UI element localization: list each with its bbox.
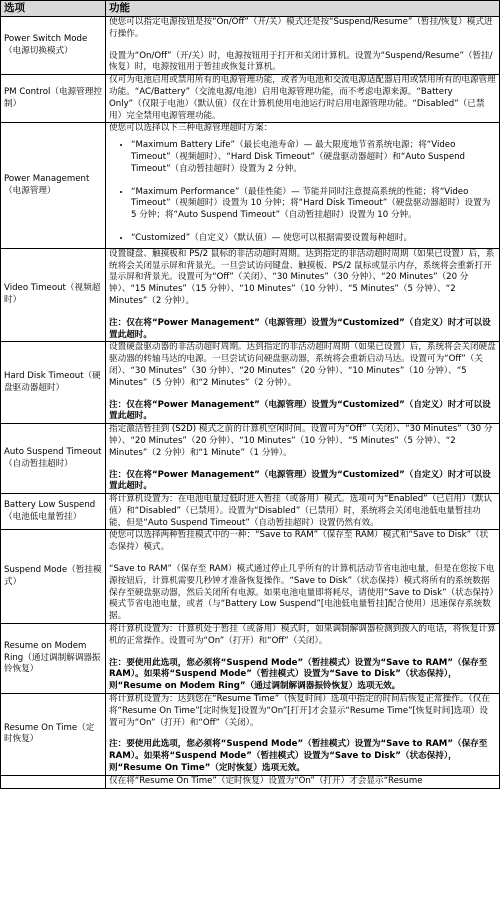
- note-text: 注：仅在将“Power Management”（电源管理）设置为“Customized”（自定义）时才可以设置此超时。: [109, 469, 491, 492]
- option-name: [1, 775, 106, 788]
- note-text: 注：仅在将“Power Management”（电源管理）设置为“Customized”（自定义）时才可以设置此超时。: [109, 399, 491, 422]
- column-header-option: 选项: [1, 1, 106, 17]
- table-row: [1, 248, 500, 342]
- table-row: [1, 123, 500, 248]
- option-description: [106, 75, 500, 123]
- list-item: • “Maximum Battery Life”（最长电池寿命）— 最大限度地节省系统电源；将“Video Timeout”（视频超时）、“Hard Disk Timeout”（硬盘驱动器超时）和“Auto Suspend Timeout”（自动暂挂超时）设置为 2 分钟。: [131, 140, 496, 175]
- note-text: 注：要使用此选项，您必须将“Suspend Mode”（暂挂模式）设置为“Save to RAM”（保存至 RAM）。如果将“Suspend Mode”（暂挂模式）设置为“Save to Disk”（状态保持），则“Resume on Modem Ring”（通过调制解调器振铃恢复）选项无效。: [109, 657, 488, 692]
- option-name: Hard Disk Timeout（硬盘驱动器超时）: [1, 342, 106, 424]
- option-name: PM Control（电源管理控制）: [1, 75, 106, 123]
- table-row: [1, 775, 500, 788]
- list-item: • “Maximum Performance”（最佳性能）— 节能并同时注意提高系统的性能；将“Video Timeout”（视频超时）设置为 10 分钟；将“Hard Disk Timeout”（硬盘驱动器超时）设置为 5 分钟；将“Auto Suspend Timeout”（自动暂挂超时）设置为 10 分钟。: [131, 187, 496, 222]
- table-row: [1, 494, 500, 530]
- option-description: [106, 248, 500, 342]
- option-description: [106, 694, 500, 776]
- option-description: [106, 123, 500, 248]
- description-paragraph: 仅可为电池启用或禁用所有的电源管理功能，或者为电池和交流电源适配器启用或禁用所有的电源管理功能。“AC/Battery”（交流电源/电池）启用电源管理功能，而不考虑电源来源。“Battery Only”（仅限于电池）（默认值）仅在计算机使用电池运行时启用电源管理功能。“Disabled”（已禁用）完全禁用电源管理功能。: [109, 75, 496, 121]
- table-row: [1, 424, 500, 494]
- description-paragraph: 使您可以选择两种暂挂模式中的一种：“Save to RAM”（保存至 RAM）模式和“Save to Disk”（状态保持）模式。: [109, 530, 489, 553]
- description-paragraph: 设置硬盘驱动器的非活动超时周期。达到指定的非活动超时周期（如果已设置）后，系统将会关闭硬盘驱动器的转轴马达的电源。一旦尝试访问硬盘驱动器，系统将会重新启动马达。设置可为“Off”（关闭）、“30 Minutes”（30 分钟）、“20 Minutes”（20 分钟）、“10 Minutes”（10 分钟）、“5 Minutes”（5 分钟）和“2 Minutes”（2 分钟）。: [109, 342, 496, 388]
- description-paragraph: 将计算机设置为：在电池电量过低时进入暂挂（或备用）模式。选项可为“Enabled”（已启用）（默认值）和“Disabled”（已禁用）。设置为“Disabled”（已禁用）时，系统将会关闭电池低电量暂挂功能，但是“Auto Suspend Timeout”（自动暂挂超时）设置仍然有效。: [109, 494, 493, 528]
- description-intro: 使您可以选择以下三种电源管理超时方案：: [109, 123, 273, 134]
- table-row: [1, 17, 500, 75]
- table-row: [1, 75, 500, 123]
- option-description: [106, 624, 500, 694]
- description-paragraph: 使您可以指定电源按钮是按“On/Off”（开/关）模式还是按“Suspend/Resume”（暂挂/恢复）模式进行操作。: [109, 17, 493, 39]
- description-paragraph: 指定激活暂挂到 (S2D) 模式之前的计算机空闲时间。设置可为“Off”（关闭）、“30 Minutes”（30 分钟）、“20 Minutes”（20 分钟）、“10 Minutes”（10 分钟）、“5 Minutes”（5 分钟）、“2 Minutes”（2 分钟）和“1 Minute”（1 分钟）。: [109, 424, 493, 458]
- note-text: 注：仅在将“Power Management”（电源管理）设置为“Customized”（自定义）时才可以设置此超时。: [109, 317, 491, 340]
- option-name: Battery Low Suspend（电池低电量暂挂）: [1, 494, 106, 530]
- option-description: [106, 342, 500, 424]
- list-item: • “Customized”（自定义）（默认值）— 使您可以根据需要设置每种超时。: [131, 233, 496, 245]
- description-paragraph: 设置键盘、触摸板和 PS/2 鼠标的非活动超时周期。达到指定的非活动超时周期（如果已设置）后，系统将会关闭显示屏和背景光。一旦尝试访问键盘、触摸板、PS/2 鼠标或显示内存，系统将会重新打开显示屏和背景光。设置可为“Off”（关闭）、“30 Minutes”（30 分钟）、“20 Minutes”（20 分钟）、“15 Minutes”（15 分钟）、“10 Minutes”（10 分钟）、“5 Minutes”（5 分钟）、“2 Minutes”（2 分钟）。: [109, 248, 495, 306]
- table-row: [1, 342, 500, 424]
- option-name: Suspend Mode（暂挂模式）: [1, 530, 106, 624]
- option-description: [106, 17, 500, 75]
- description-paragraph: 将计算机设置为：达到您在“Resume Time”（恢复时间）选项中指定的时间后恢复正常操作。（仅在将“Resume On Time”[定时恢复]设置为“On”[打开]才会显示“Resume Time”[恢复时间]选项）设置可为“On”（打开）和“Off”（关闭）。: [109, 694, 490, 728]
- description-paragraph: 设置为“On/Off”（开/关）时，电源按钮用于打开和关闭计算机。设置为“Suspend/Resume”（暂挂/恢复）时，电源按钮用于暂挂或恢复计算机。: [109, 50, 493, 73]
- column-header-function: 功能: [106, 1, 500, 17]
- note-text: 注：要使用此选项，您必须将“Suspend Mode”（暂挂模式）设置为“Save to RAM”（保存至 RAM）。如果将“Suspend Mode”（暂挂模式）设置为“Save to Disk”（状态保持），则“Resume On Time”（定时恢复）选项无效。: [109, 739, 488, 774]
- option-name: Power Switch Mode（电源切换模式）: [1, 17, 106, 75]
- scheme-list: [109, 140, 496, 245]
- option-name: Auto Suspend Timeout（自动暂挂超时）: [1, 424, 106, 494]
- option-name: Resume On Time（定时恢复）: [1, 694, 106, 776]
- option-name: Power Management（电源管理）: [1, 123, 106, 248]
- description-paragraph: “Save to RAM”（保存至 RAM）模式通过停止几乎所有的计算机活动节省电池电量，但是在您按下电源按钮后，计算机需要几秒钟才准备恢复操作。“Save to Disk”（状态保持）模式将所有的系统数据保存至硬盘驱动器，然后关闭所有电源。如果电池电量即将耗尽，请使用“Save to Disk”（状态保持）模式节省电池电量，或者（与“Battery Low Suspend”[电池低电量暂挂]配合使用）迅速保存系统数据。: [109, 564, 495, 622]
- table-row: [1, 624, 500, 694]
- option-description: [106, 530, 500, 624]
- table-header-row: [1, 1, 500, 17]
- option-description: [106, 494, 500, 530]
- option-description: [106, 424, 500, 494]
- option-description: [106, 775, 500, 788]
- option-name: Resume on Modem Ring（通过调制解调器振铃恢复）: [1, 624, 106, 694]
- description-paragraph: 将计算机设置为：计算机处于暂挂（或备用）模式时，如果调制解调器检测到拨入的电话，将恢复计算机的正常操作。设置可为“On”（打开）和“Off”（关闭）。: [109, 624, 496, 646]
- description-paragraph: 仅在将“Resume On Time”（定时恢复）设置为“On”（打开）才会显示“Resume: [109, 775, 423, 786]
- table-row: [1, 530, 500, 624]
- option-name: Video Timeout（视频超时）: [1, 248, 106, 342]
- table-row: [1, 694, 500, 776]
